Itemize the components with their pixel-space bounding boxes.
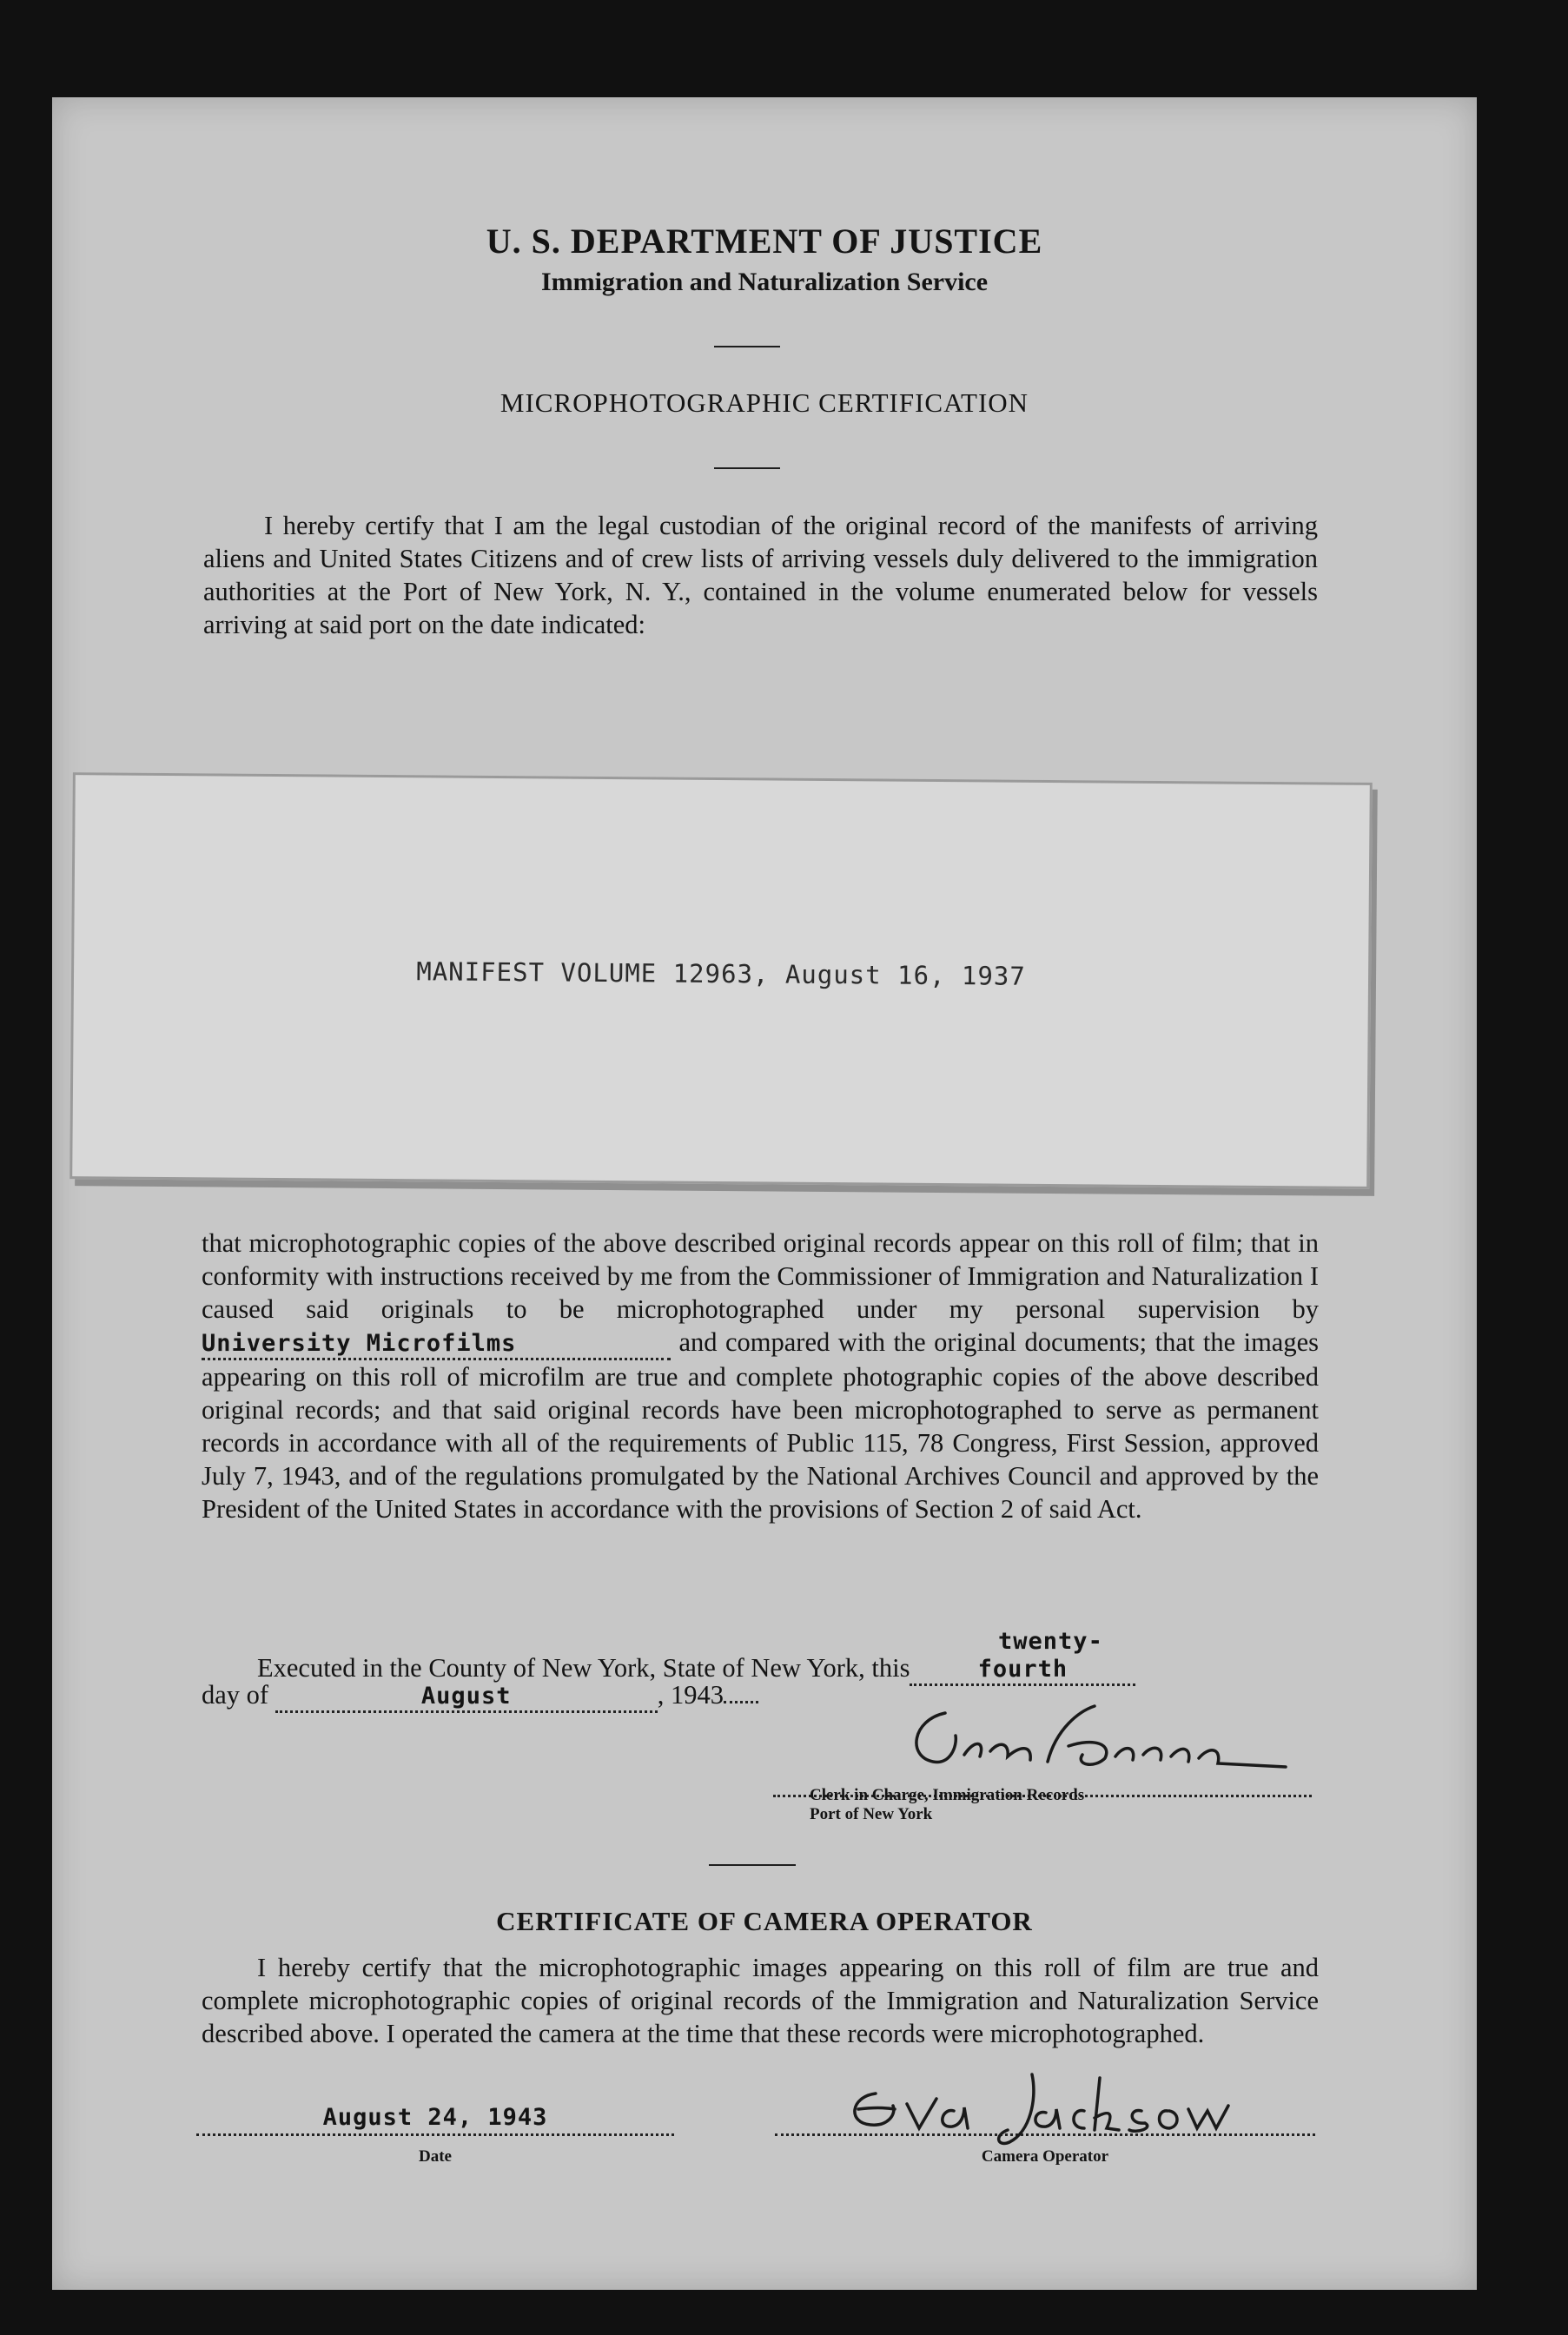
service-subtitle: Immigration and Naturalization Service [540, 268, 989, 296]
manifest-volume-text: MANIFEST VOLUME 12963, August 16, 1937 [416, 956, 1026, 991]
camera-date-value: August 24, 1943 [322, 2104, 548, 2131]
operator-caption: Camera Operator [981, 2147, 1109, 2166]
certificate-page [52, 97, 1477, 2290]
clerk-signature-image [877, 1694, 1303, 1781]
year-dotfill [724, 1701, 758, 1703]
department-title: U. S. DEPARTMENT OF JUSTICE [486, 222, 1043, 261]
clerk-caption-line1: Clerk in Charge, Immigration Records [810, 1786, 1085, 1804]
day-of-line [202, 1678, 983, 1713]
execution-month-value: August [275, 1683, 658, 1713]
clerk-caption [810, 1786, 1084, 1824]
execution-line [202, 1628, 1322, 1686]
body-paragraph-part2: and compared with the original documents; that the images appearing on this roll of microfilm are true and complete photographic copies of the above described original records; and that said original records have been microphotographed to serve as permanent records in accordance with all of the requirements of Public 115, 78 Congress, First Session, approved July 7, 1943, and of the regulations promulgated by the National Archives Council and approved by the President of the United States in accordance with the provisions of Section 2 of said Act. [202, 1327, 1319, 1524]
execution-prefix: Executed in the County of New York, State of New York, this [257, 1653, 910, 1683]
section-divider [709, 1864, 796, 1866]
manifest-volume-slip [69, 772, 1373, 1189]
intro-paragraph: I hereby certify that I am the legal custodian of the original record of the manifests of arriving aliens and United States Citizens and of crew lists of arriving vessels duly delivered to the immigration authorities at the Port of New York, N. Y., contained in the volume enumerated below for vessels arriving at said port on the date indicated: [203, 511, 1318, 639]
certification-title: MICROPHOTOGRAPHIC CERTIFICATION [500, 387, 1029, 418]
body-paragraph-part1: that microphotographic copies of the above described original records appear on this roll of film; that in conformity with instructions received by me from the Commissioner of Immigration and Naturalization I caused said originals to be microphotographed under my personal supervision by [202, 1228, 1319, 1324]
date-caption: Date [419, 2147, 452, 2166]
operator-signature-image [824, 2059, 1275, 2154]
title-divider [714, 467, 780, 469]
execution-year: , 1943 [657, 1680, 724, 1710]
body-paragraph [202, 1227, 1319, 1525]
camera-certificate-paragraph: I hereby certify that the microphotographic images appearing on this roll of film are true and complete microphotographic copies of original records of the Immigration and Naturalization Service described above. I operated the camera at the time that these records were microphotographed. [202, 1953, 1319, 2048]
camera-certificate-title: CERTIFICATE OF CAMERA OPERATOR [496, 1906, 1033, 1936]
header-divider [714, 346, 780, 347]
day-of-label: day of [202, 1680, 269, 1710]
clerk-caption-line2: Port of New York [810, 1805, 933, 1823]
filmed-by-value: University Microfilms [202, 1330, 671, 1360]
execution-day-value: twenty-fourth [910, 1628, 1135, 1686]
